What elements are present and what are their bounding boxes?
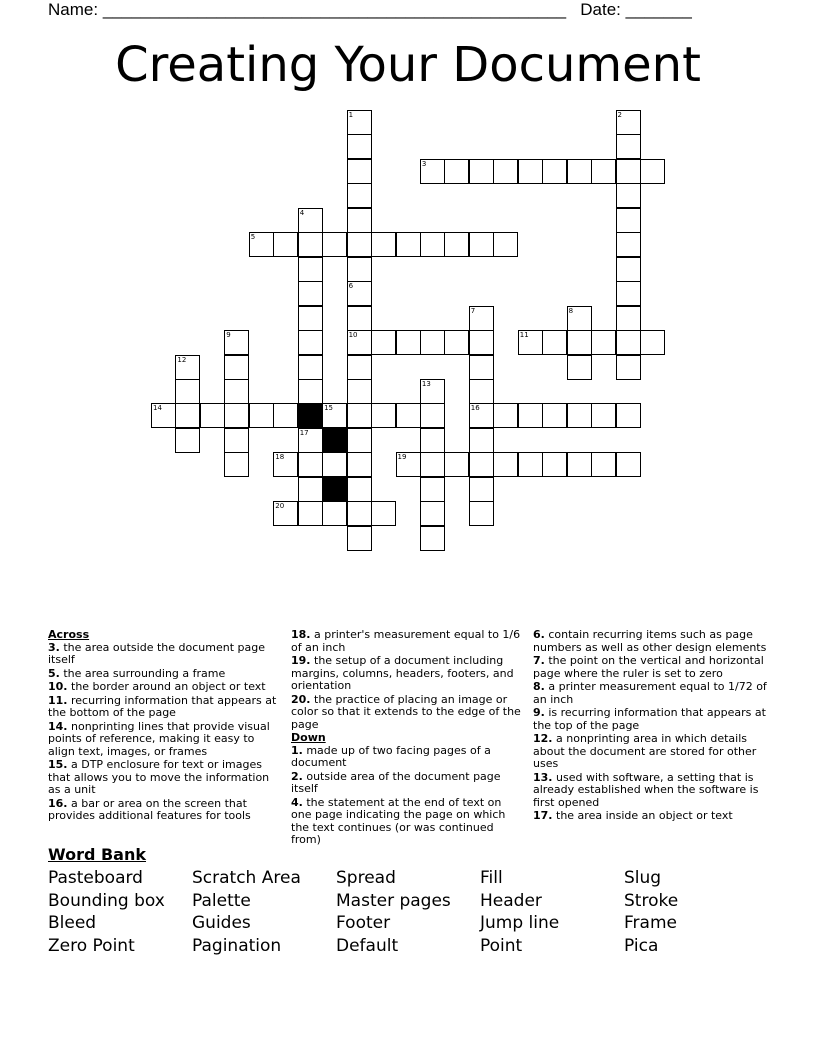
word-bank-word: Scratch Area bbox=[192, 868, 301, 888]
grid-cell[interactable] bbox=[469, 501, 494, 526]
grid-cell[interactable] bbox=[347, 355, 372, 380]
grid-cell[interactable] bbox=[616, 183, 641, 208]
word-bank-word: Slug bbox=[624, 868, 662, 888]
grid-cell[interactable] bbox=[469, 379, 494, 404]
grid-cell[interactable] bbox=[224, 403, 249, 428]
grid-cell[interactable] bbox=[420, 403, 445, 428]
across-clue bbox=[291, 629, 525, 654]
grid-cell[interactable] bbox=[567, 452, 592, 477]
grid-cell[interactable] bbox=[347, 257, 372, 282]
grid-cell[interactable] bbox=[469, 452, 494, 477]
clue-number: 9 bbox=[226, 331, 231, 339]
word-bank-word: Point bbox=[480, 936, 523, 957]
clue-text: the practice of placing an image or color so that it extends to the edge of the page bbox=[291, 692, 521, 731]
across-clue bbox=[48, 681, 280, 694]
grid-cell[interactable] bbox=[444, 232, 469, 257]
grid-cell[interactable] bbox=[420, 477, 445, 502]
grid-cell[interactable] bbox=[224, 355, 249, 380]
clue-number-label: 6. bbox=[533, 628, 545, 641]
word-bank-word: Spread bbox=[336, 868, 396, 888]
grid-cell[interactable] bbox=[469, 330, 494, 355]
grid-cell[interactable] bbox=[347, 134, 372, 159]
grid-cell[interactable] bbox=[322, 232, 347, 257]
grid-cell[interactable] bbox=[493, 232, 518, 257]
grid-cell[interactable] bbox=[444, 159, 469, 184]
clue-number-label: 3. bbox=[48, 640, 60, 654]
clue-text: the point on the vertical and horizontal page where the ruler is set to zero bbox=[533, 654, 764, 680]
word-bank-word: Bounding box bbox=[48, 890, 165, 911]
across-clue bbox=[291, 694, 525, 732]
down-clue bbox=[533, 810, 769, 823]
grid-cell[interactable] bbox=[322, 501, 347, 526]
word-bank-word: Guides bbox=[192, 913, 251, 934]
grid-cell[interactable] bbox=[224, 428, 249, 453]
word-bank-word: Default bbox=[336, 936, 399, 957]
grid-cell[interactable] bbox=[640, 159, 665, 184]
clue-number: 3 bbox=[421, 159, 427, 168]
grid-cell[interactable] bbox=[396, 232, 421, 257]
clue-number-label: 17. bbox=[533, 809, 553, 822]
word-bank-row bbox=[48, 890, 768, 913]
clue-number: 19 bbox=[397, 453, 407, 462]
down-clue bbox=[291, 797, 525, 847]
grid-cell[interactable] bbox=[616, 281, 641, 306]
down-heading: Down bbox=[291, 731, 326, 744]
grid-cell[interactable] bbox=[616, 208, 641, 233]
clue-text: made up of two facing pages of a document bbox=[291, 743, 491, 769]
grid-cell[interactable] bbox=[469, 477, 494, 502]
clue-number-label: 1. bbox=[291, 743, 303, 757]
down-clue bbox=[533, 655, 769, 680]
grid-cell[interactable] bbox=[616, 330, 641, 355]
clue-text: a nonprinting area in which details about the document are stored for other uses bbox=[533, 732, 757, 770]
grid-cell[interactable] bbox=[298, 330, 323, 355]
clue-number: 8 bbox=[568, 306, 574, 315]
clue-number: 6 bbox=[348, 282, 354, 291]
grid-cell[interactable] bbox=[273, 232, 298, 257]
grid-cell[interactable] bbox=[469, 232, 494, 257]
grid-cell[interactable] bbox=[371, 501, 396, 526]
grid-cell[interactable] bbox=[591, 159, 616, 184]
grid-cell[interactable] bbox=[518, 403, 543, 428]
clue-text: nonprinting lines that provide visual points of reference, making it easy to align text, images, or frames bbox=[48, 719, 270, 758]
clue-number-label: 19. bbox=[291, 654, 311, 667]
grid-cell[interactable] bbox=[298, 452, 323, 477]
across-clue bbox=[48, 642, 280, 667]
word-bank-word: Header bbox=[480, 890, 542, 911]
across-clue bbox=[48, 668, 280, 681]
word-bank-word: Fill bbox=[480, 868, 503, 888]
clues-column-1 bbox=[48, 629, 280, 824]
grid-cell[interactable] bbox=[518, 159, 543, 184]
clue-number-label: 8. bbox=[533, 680, 545, 693]
clue-text: a DTP enclosure for text or images that allows you to move the information as a unit bbox=[48, 758, 270, 796]
clue-number: 15 bbox=[324, 404, 334, 413]
grid-cell[interactable] bbox=[298, 355, 323, 380]
grid-cell[interactable] bbox=[322, 452, 347, 477]
word-bank-title: Word Bank bbox=[48, 845, 147, 864]
word-bank-word: Footer bbox=[336, 913, 391, 934]
clue-number: 4 bbox=[299, 208, 305, 217]
clue-number-label: 18. bbox=[291, 628, 311, 641]
grid-cell[interactable] bbox=[371, 232, 396, 257]
down-clue bbox=[533, 772, 769, 810]
grid-cell[interactable] bbox=[567, 159, 592, 184]
grid-cell[interactable] bbox=[298, 232, 323, 257]
word-bank-row bbox=[48, 912, 768, 935]
grid-cell[interactable] bbox=[420, 330, 445, 355]
grid-cell[interactable] bbox=[347, 526, 372, 551]
clue-text: is recurring information that appears at the top of the page bbox=[533, 706, 766, 732]
clue-number-label: 10. bbox=[48, 680, 68, 693]
across-clue bbox=[48, 721, 280, 759]
clue-text: a printer measurement equal to 1/72 of an inch bbox=[533, 680, 767, 706]
clue-number-label: 20. bbox=[291, 692, 311, 706]
word-bank-word: Pica bbox=[624, 936, 659, 957]
clue-number: 5 bbox=[250, 233, 256, 242]
clue-text: recurring information that appears at the bottom of the page bbox=[48, 693, 277, 719]
grid-cell[interactable] bbox=[371, 403, 396, 428]
grid-cell[interactable] bbox=[469, 428, 494, 453]
grid-cell[interactable] bbox=[616, 257, 641, 282]
clue-number-label: 14. bbox=[48, 719, 68, 733]
clue-number: 12 bbox=[177, 355, 187, 364]
grid-cell[interactable] bbox=[347, 452, 372, 477]
word-bank-word: Stroke bbox=[624, 890, 679, 911]
grid-cell[interactable] bbox=[420, 452, 445, 477]
grid-cell[interactable] bbox=[371, 330, 396, 355]
clues-column-3 bbox=[533, 629, 769, 824]
grid-cell[interactable] bbox=[347, 183, 372, 208]
clue-text: the area surrounding a frame bbox=[63, 666, 226, 680]
clue-number-label: 4. bbox=[291, 795, 303, 809]
date-blank[interactable]: _______ bbox=[625, 0, 692, 19]
across-clue bbox=[48, 759, 280, 797]
grid-cell[interactable] bbox=[542, 452, 567, 477]
clue-text: the border around an object or text bbox=[71, 680, 266, 693]
clues-column-2 bbox=[291, 629, 525, 848]
grid-cell[interactable] bbox=[273, 403, 298, 428]
grid-cell[interactable] bbox=[347, 232, 372, 257]
grid-cell[interactable] bbox=[542, 159, 567, 184]
grid-cell[interactable] bbox=[298, 477, 323, 502]
grid-cell[interactable] bbox=[249, 403, 274, 428]
grid-cell[interactable] bbox=[347, 159, 372, 184]
clue-number-label: 2. bbox=[291, 769, 303, 783]
word-bank bbox=[48, 867, 768, 958]
clue-number-label: 9. bbox=[533, 706, 545, 719]
grid-cell[interactable] bbox=[200, 403, 225, 428]
grid-cell[interactable] bbox=[616, 403, 641, 428]
name-label: Name: bbox=[48, 0, 99, 19]
clue-number-label: 16. bbox=[48, 796, 68, 810]
across-clue bbox=[291, 655, 525, 693]
grid-cell[interactable] bbox=[347, 501, 372, 526]
grid-cell[interactable] bbox=[518, 452, 543, 477]
clue-text: used with software, a setting that is already established when the software is first opened bbox=[533, 770, 759, 809]
clue-number: 2 bbox=[617, 111, 622, 119]
clue-number: 1 bbox=[348, 111, 354, 119]
grid-cell[interactable] bbox=[347, 428, 372, 453]
word-bank-word: Pagination bbox=[192, 936, 282, 957]
grid-cell[interactable] bbox=[591, 330, 616, 355]
clue-text: contain recurring items such as page numbers as well as other design elements bbox=[533, 628, 767, 654]
clue-number-label: 15. bbox=[48, 758, 68, 771]
clue-number: 13 bbox=[421, 379, 431, 388]
clue-number: 11 bbox=[519, 331, 529, 339]
down-clue bbox=[533, 733, 769, 771]
clue-number: 10 bbox=[348, 331, 358, 339]
grid-cell[interactable] bbox=[493, 452, 518, 477]
clue-text: the statement at the end of text on one page indicating the page on which the text continues (or was continued from) bbox=[291, 795, 506, 846]
black-cell bbox=[298, 403, 323, 428]
grid-cell[interactable] bbox=[640, 330, 665, 355]
grid-cell[interactable] bbox=[567, 330, 592, 355]
grid-cell[interactable] bbox=[444, 452, 469, 477]
grid-cell[interactable] bbox=[224, 452, 249, 477]
word-bank-word: Pasteboard bbox=[48, 868, 143, 888]
clue-number: 20 bbox=[275, 502, 285, 511]
word-bank-word: Zero Point bbox=[48, 936, 135, 957]
grid-cell[interactable] bbox=[347, 403, 372, 428]
grid-cell[interactable] bbox=[298, 257, 323, 282]
grid-cell[interactable] bbox=[493, 159, 518, 184]
grid-cell[interactable] bbox=[567, 403, 592, 428]
clue-text: a printer's measurement equal to 1/6 of an inch bbox=[291, 628, 521, 654]
clue-number-label: 11. bbox=[48, 693, 68, 707]
grid-cell[interactable] bbox=[542, 403, 567, 428]
across-clue bbox=[48, 798, 280, 823]
grid-cell[interactable] bbox=[347, 477, 372, 502]
word-bank-word: Frame bbox=[624, 913, 677, 934]
grid-cell[interactable] bbox=[616, 306, 641, 331]
word-bank-row bbox=[48, 935, 768, 958]
grid-cell[interactable] bbox=[396, 403, 421, 428]
grid-cell[interactable] bbox=[298, 379, 323, 404]
down-clue bbox=[533, 707, 769, 732]
grid-cell[interactable] bbox=[616, 159, 641, 184]
clue-number: 16 bbox=[470, 404, 480, 413]
grid-cell[interactable] bbox=[591, 452, 616, 477]
clue-number-label: 7. bbox=[533, 654, 545, 667]
date-label: Date: bbox=[580, 0, 621, 19]
name-blank[interactable]: _________________________________________________ bbox=[102, 0, 567, 19]
across-heading: Across bbox=[48, 628, 90, 641]
word-bank-word: Palette bbox=[192, 890, 251, 911]
grid-cell[interactable] bbox=[444, 330, 469, 355]
down-clue bbox=[291, 771, 525, 796]
grid-cell[interactable] bbox=[420, 501, 445, 526]
grid-cell[interactable] bbox=[616, 134, 641, 159]
grid-cell[interactable] bbox=[224, 379, 249, 404]
clue-number-label: 13. bbox=[533, 770, 553, 784]
clue-text: the area inside an object or text bbox=[556, 809, 733, 822]
black-cell bbox=[322, 477, 347, 502]
grid-cell[interactable] bbox=[347, 379, 372, 404]
grid-cell[interactable] bbox=[567, 355, 592, 380]
clue-number: 7 bbox=[470, 306, 476, 315]
grid-cell[interactable] bbox=[298, 306, 323, 331]
down-clue bbox=[533, 681, 769, 706]
across-clue bbox=[48, 695, 280, 720]
clue-number: 18 bbox=[275, 453, 285, 462]
grid-cell[interactable] bbox=[347, 306, 372, 331]
word-bank-word: Jump line bbox=[480, 913, 560, 934]
clue-text: the area outside the document page itself bbox=[48, 640, 265, 666]
grid-cell[interactable] bbox=[591, 403, 616, 428]
page-title: Creating Your Document bbox=[115, 37, 701, 93]
grid-cell[interactable] bbox=[616, 232, 641, 257]
grid-cell[interactable] bbox=[175, 428, 200, 453]
clue-text: outside area of the document page itself bbox=[291, 769, 501, 795]
down-clue bbox=[291, 745, 525, 770]
clue-number: 17 bbox=[299, 428, 309, 437]
clue-number: 14 bbox=[153, 404, 162, 413]
clue-number-label: 12. bbox=[533, 732, 553, 745]
grid-cell[interactable] bbox=[493, 403, 518, 428]
grid-cell[interactable] bbox=[298, 281, 323, 306]
grid-cell[interactable] bbox=[616, 355, 641, 380]
grid-cell[interactable] bbox=[347, 208, 372, 233]
grid-cell[interactable] bbox=[298, 501, 323, 526]
grid-cell[interactable] bbox=[420, 526, 445, 551]
word-bank-row bbox=[48, 867, 768, 890]
grid-cell[interactable] bbox=[542, 330, 567, 355]
clue-text: the setup of a document including margins, columns, headers, footers, and orientation bbox=[291, 654, 514, 692]
black-cell bbox=[322, 428, 347, 453]
word-bank-word: Master pages bbox=[336, 890, 451, 911]
grid-cell[interactable] bbox=[175, 379, 200, 404]
clue-number-label: 5. bbox=[48, 666, 60, 680]
grid-cell[interactable] bbox=[420, 232, 445, 257]
word-bank-word: Bleed bbox=[48, 913, 97, 934]
grid-cell[interactable] bbox=[469, 355, 494, 380]
grid-cell[interactable] bbox=[175, 403, 200, 428]
grid-cell[interactable] bbox=[420, 428, 445, 453]
grid-cell[interactable] bbox=[396, 330, 421, 355]
clue-text: a bar or area on the screen that provides additional features for tools bbox=[48, 796, 251, 822]
grid-cell[interactable] bbox=[616, 452, 641, 477]
down-clue bbox=[533, 629, 769, 654]
grid-cell[interactable] bbox=[469, 159, 494, 184]
